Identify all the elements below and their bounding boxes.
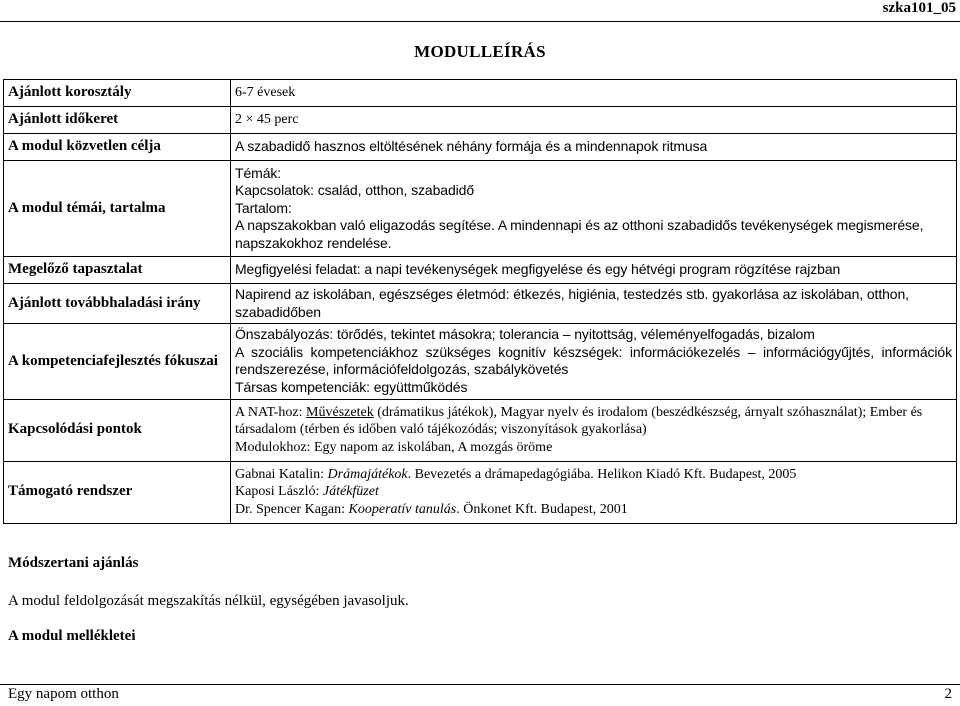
value-support	[231, 461, 957, 523]
topics-line: Kapcsolatok: család, otthon, szabadidő	[235, 182, 475, 199]
label-next: Ajánlott továbbhaladási irány	[4, 284, 231, 324]
footer-module-title: Egy napom otthon	[8, 686, 119, 702]
table-row	[4, 134, 957, 161]
page-title: MODULLEÍRÁS	[414, 42, 546, 61]
label-support: Támogató rendszer	[4, 461, 231, 523]
label-age: Ajánlott korosztály	[4, 80, 231, 107]
attachments-heading: A modul mellékletei	[8, 628, 136, 644]
label-time: Ajánlott időkeret	[4, 107, 231, 134]
table-row	[4, 399, 957, 461]
table-row	[4, 284, 957, 324]
label-prior: Megelőző tapasztalat	[4, 257, 231, 284]
table-row	[4, 257, 957, 284]
nat-link-line	[235, 404, 952, 439]
topics-line: A napszakokban való eligazodás segítése. A mindennapi és az otthoni szabadidős tevékenységek megismerése, napszakokhoz rendelése.	[235, 217, 924, 251]
table-row	[4, 461, 957, 523]
header-rule	[0, 21, 960, 22]
reference-item	[235, 466, 952, 484]
label-links: Kapcsolódási pontok	[4, 399, 231, 461]
reference-details: . Önkonet Kft. Budapest, 2001	[456, 501, 628, 517]
table-row	[4, 324, 957, 399]
competence-line: A szociális kompetenciákhoz szükséges kognitív készségek: információkezelés – információgyűjtés, információk rendszerezése, információfeldolgozás, szabálykövetés	[235, 343, 952, 378]
table-row	[4, 161, 957, 257]
table-row	[4, 107, 957, 134]
footer-rule	[0, 684, 960, 685]
value-next: Napirend az iskolában, egészséges életmód: étkezés, higiénia, testedzés stb. gyakorlása az iskolában, otthon, szabadidőben	[231, 284, 957, 324]
document-code: szka101_05	[882, 0, 956, 16]
reference-author: Kaposi László:	[235, 484, 323, 500]
method-text: A modul feldolgozását megszakítás nélkül, egységében javasoljuk.	[8, 593, 409, 609]
label-competence: A kompetenciafejlesztés fókuszai	[4, 324, 231, 399]
nat-rest: (drámatikus játékok), Magyar nyelv és irodalom (beszédkészség, árnyalt szóhasználat); Ember és társadalom (térben és időben való tájékozódás; viszonyítások gyakorlása)	[235, 404, 923, 438]
topics-line: Témák:	[235, 164, 282, 181]
reference-item	[235, 483, 952, 501]
topics-line: Tartalom:	[235, 199, 292, 216]
reference-title: Drámajátékok	[327, 466, 408, 482]
reference-item	[235, 501, 952, 519]
label-goal: A modul közvetlen célja	[4, 134, 231, 161]
method-heading: Módszertani ajánlás	[8, 555, 139, 571]
reference-author: Gabnai Katalin:	[235, 466, 328, 482]
value-competence	[231, 324, 957, 399]
nat-underlined-term: Művészetek	[306, 404, 374, 420]
competence-line: Önszabályozás: törődés, tekintet másokra; tolerancia – nyitottság, véleményelfogadás, bizalom	[235, 326, 815, 343]
value-age: 6-7 évesek	[231, 80, 957, 107]
label-topics: A modul témái, tartalma	[4, 161, 231, 257]
value-prior: Megfigyelési feladat: a napi tevékenységek megfigyelése és egy hétvégi program rögzítése rajzban	[231, 257, 957, 284]
module-links-line: Modulokhoz: Egy napom az iskolában, A mozgás öröme	[235, 439, 553, 455]
page-number: 2	[944, 686, 952, 702]
value-time: 2 × 45 perc	[231, 107, 957, 134]
table-row	[4, 80, 957, 107]
reference-details: . Bevezetés a drámapedagógiába. Helikon Kiadó Kft. Budapest, 2005	[407, 466, 797, 482]
competence-line: Társas kompetenciák: együttműködés	[235, 378, 468, 395]
reference-title: Játékfüzet	[322, 484, 379, 500]
module-info-table	[3, 79, 957, 524]
value-goal: A szabadidő hasznos eltöltésének néhány formája és a mindennapok ritmusa	[231, 134, 957, 161]
reference-author: Dr. Spencer Kagan:	[235, 501, 349, 517]
nat-prefix: A NAT-hoz:	[235, 404, 307, 420]
value-links	[231, 399, 957, 461]
reference-title: Kooperatív tanulás	[348, 501, 457, 517]
value-topics	[231, 161, 957, 257]
